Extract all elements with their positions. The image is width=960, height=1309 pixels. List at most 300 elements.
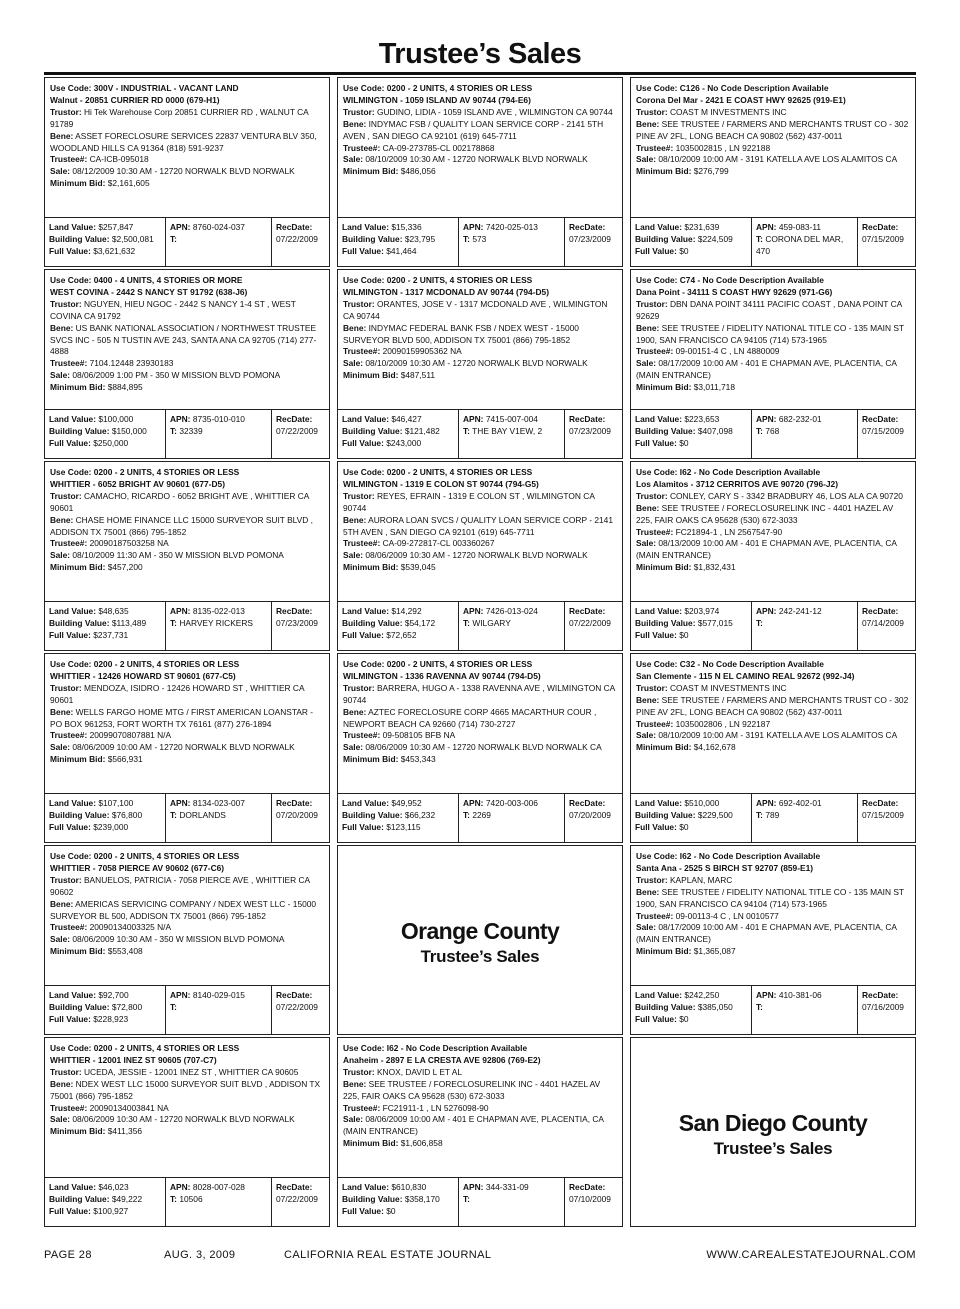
full-value: $0 — [386, 1205, 396, 1216]
tract-line — [756, 810, 854, 822]
building-value: $150,000 — [111, 425, 147, 436]
building-value-line — [342, 810, 455, 822]
minimum-bid-value: $566,931 — [107, 754, 143, 765]
building-value-label: Building Value: — [635, 425, 696, 436]
tract-line — [463, 1194, 561, 1206]
beneficiary-label: Bene: — [636, 118, 660, 129]
property-address: WHITTIER - 6052 BRIGHT AV 90601 (677-D5) — [50, 478, 225, 489]
listing-details — [631, 270, 915, 410]
listing-values — [631, 793, 915, 842]
beneficiary-value: NDEX WEST LLC 15000 SURVEYOR SUIT BLVD , ADDISON TX 75001 (866) 795-1852 — [50, 1078, 321, 1101]
trustee-number-label: Trustee#: — [50, 730, 88, 741]
trustor-label: Trustor: — [50, 874, 82, 885]
minimum-bid-line — [636, 166, 911, 178]
full-value-line — [49, 1206, 162, 1218]
trustee-number-line — [50, 154, 325, 166]
listing-card — [630, 77, 916, 267]
apn-line — [170, 414, 268, 426]
building-value-label: Building Value: — [635, 617, 696, 628]
building-value-line — [49, 618, 162, 630]
rec-date-label: RecDate: — [862, 414, 899, 424]
apn-value: 8028-007-028 — [192, 1182, 245, 1192]
apn-column — [752, 602, 858, 650]
use-code: Use Code: 0400 - 4 UNITS, 4 STORIES OR MORE — [50, 275, 243, 285]
trustor-line — [343, 683, 618, 707]
trustee-number-label: Trustee#: — [636, 526, 674, 537]
sale-info-value: 08/13/2009 10:00 AM - 401 E CHAPMAN AVE, PLACENTIA, CA (MAIN ENTRANCE) — [636, 538, 897, 561]
minimum-bid-line — [343, 1138, 618, 1150]
trustor-line — [343, 107, 618, 119]
listing-values — [45, 793, 329, 842]
beneficiary-label: Bene: — [343, 514, 367, 525]
beneficiary-value: CHASE HOME FINANCE LLC 15000 SURVEYOR SUIT BLVD , ADDISON TX 75001 (866) 795-1852 — [50, 514, 313, 537]
trustor-line — [50, 107, 325, 131]
values-column — [631, 602, 752, 650]
apn-line — [463, 606, 561, 618]
trustee-number-label: Trustee#: — [50, 1102, 88, 1113]
beneficiary-label: Bene: — [636, 886, 660, 897]
listing-values — [45, 217, 329, 266]
minimum-bid-value: $486,056 — [400, 166, 436, 177]
full-value-label: Full Value: — [635, 1013, 677, 1024]
sale-info-label: Sale: — [50, 742, 71, 753]
beneficiary-line — [343, 323, 618, 347]
tract-line — [170, 618, 268, 630]
minimum-bid-line — [636, 946, 911, 958]
full-value-line — [635, 438, 748, 450]
sale-info-label: Sale: — [636, 358, 657, 369]
sale-info-label: Sale: — [343, 154, 364, 165]
recdate-column — [858, 986, 915, 1034]
trustor-line — [50, 875, 325, 899]
beneficiary-line — [636, 323, 911, 347]
full-value-label: Full Value: — [635, 629, 677, 640]
tract-value: 10506 — [179, 1193, 203, 1204]
minimum-bid-label: Minimum Bid: — [343, 1138, 399, 1149]
rec-date-value: 07/22/2009 — [276, 1193, 318, 1204]
values-column — [338, 410, 459, 458]
full-value: $100,927 — [93, 1205, 129, 1216]
building-value-line — [635, 1002, 748, 1014]
trustee-number-line — [50, 358, 325, 370]
apn-value: 410-381-06 — [778, 990, 822, 1000]
building-value: $385,050 — [697, 1001, 733, 1012]
apn-line — [463, 414, 561, 426]
listing-values — [338, 601, 622, 650]
sale-info-line — [343, 742, 618, 754]
sale-info-line — [50, 1114, 325, 1126]
trustee-number-line — [343, 346, 618, 358]
apn-label: APN: — [756, 990, 777, 1000]
land-value: $49,952 — [391, 798, 422, 808]
tract-line — [170, 810, 268, 822]
values-column — [338, 1178, 459, 1226]
land-value: $46,023 — [98, 1182, 129, 1192]
listing-card — [44, 461, 330, 651]
minimum-bid-line — [636, 742, 911, 754]
land-value-label: Land Value: — [635, 798, 683, 808]
apn-line — [756, 798, 854, 810]
sale-info-line — [343, 550, 618, 562]
apn-label: APN: — [463, 414, 484, 424]
trustor-line — [636, 683, 911, 695]
recdate-column — [858, 410, 915, 458]
listing-card — [630, 653, 916, 843]
land-value: $46,427 — [391, 414, 422, 424]
tract-label: T: — [170, 233, 177, 244]
apn-value: 8735-010-010 — [192, 414, 245, 424]
trustor-value: UCEDA, JESSIE - 12001 INEZ ST , WHITTIER CA 90605 — [83, 1066, 299, 1077]
apn-line — [756, 414, 854, 426]
apn-label: APN: — [756, 222, 777, 232]
apn-line — [756, 222, 854, 234]
trustee-number-value: 20099070807881 N/A — [89, 730, 172, 741]
apn-value: 682-232-01 — [778, 414, 822, 424]
full-value: $228,923 — [93, 1013, 129, 1024]
minimum-bid-value: $884,895 — [107, 382, 143, 393]
minimum-bid-line — [636, 382, 911, 394]
land-value-line — [342, 414, 455, 426]
trustee-number-line — [636, 143, 911, 155]
sale-info-line — [50, 934, 325, 946]
apn-label: APN: — [170, 1182, 191, 1192]
recdate-column — [858, 794, 915, 842]
sale-info-label: Sale: — [636, 922, 657, 933]
recdate-column — [858, 602, 915, 650]
recdate-column — [272, 602, 329, 650]
apn-line — [463, 1182, 561, 1194]
land-value-line — [635, 606, 748, 618]
apn-line — [463, 798, 561, 810]
apn-line — [170, 606, 268, 618]
property-address: Walnut - 20851 CURRIER RD 0000 (679-H1) — [50, 94, 220, 105]
trustee-number-label: Trustee#: — [50, 538, 88, 549]
full-value-line — [49, 822, 162, 834]
tract-label: T: — [463, 425, 470, 436]
property-address: WILMINGTON - 1319 E COLON ST 90744 (794-G5) — [343, 478, 539, 489]
beneficiary-value: SEE TRUSTEE / FORECLOSURELINK INC - 4401 HAZEL AV 225, FAIR OAKS CA 95628 (530) 672-3033 — [343, 1078, 601, 1101]
land-value-line — [342, 1182, 455, 1194]
sale-info-value: 08/17/2009 10:00 AM - 401 E CHAPMAN AVE, PLACENTIA, CA (MAIN ENTRANCE) — [636, 922, 897, 945]
apn-value: 344-331-09 — [485, 1182, 529, 1192]
rec-date-label: RecDate: — [862, 990, 899, 1000]
building-value-label: Building Value: — [49, 233, 110, 244]
beneficiary-label: Bene: — [343, 118, 367, 129]
tract-value: 789 — [765, 809, 780, 820]
building-value-line — [49, 810, 162, 822]
trustee-number-label: Trustee#: — [343, 730, 381, 741]
sale-info-value: 08/06/2009 10:30 AM - 12720 NORWALK BLVD NORWALK — [365, 550, 588, 561]
sale-info-line — [50, 742, 325, 754]
land-value: $610,830 — [391, 1182, 427, 1192]
land-value-line — [635, 414, 748, 426]
minimum-bid-line — [50, 754, 325, 766]
tract-label: T: — [170, 1001, 177, 1012]
values-column — [45, 986, 166, 1034]
values-column — [631, 986, 752, 1034]
trustee-number-label: Trustee#: — [50, 922, 88, 933]
minimum-bid-label: Minimum Bid: — [636, 946, 692, 957]
recdate-column — [272, 218, 329, 266]
listing-card — [44, 845, 330, 1035]
rec-date-label: RecDate: — [862, 606, 899, 616]
full-value-label: Full Value: — [342, 1205, 384, 1216]
minimum-bid-line — [343, 370, 618, 382]
trustee-number-line — [343, 730, 618, 742]
minimum-bid-value: $453,343 — [400, 754, 436, 765]
tract-label: T: — [756, 809, 763, 820]
land-value-label: Land Value: — [49, 1182, 97, 1192]
minimum-bid-line — [343, 166, 618, 178]
building-value: $72,800 — [111, 1001, 143, 1012]
listing-card — [630, 845, 916, 1035]
trustor-label: Trustor: — [636, 298, 668, 309]
listing-details — [631, 654, 915, 794]
rec-date-value: 07/22/2009 — [276, 233, 318, 244]
trustee-number-value: 7104.12448 23930183 — [89, 358, 174, 369]
land-value-line — [49, 414, 162, 426]
tract-label: T: — [463, 233, 470, 244]
listing-card — [44, 1037, 330, 1227]
building-value: $49,222 — [111, 1193, 143, 1204]
title-rule — [44, 72, 916, 75]
full-value: $123,115 — [386, 821, 421, 832]
building-value-line — [49, 426, 162, 438]
full-value: $41,464 — [386, 245, 417, 256]
trustor-value: NGUYEN, HIEU NGOC - 2442 S NANCY 1-4 ST , WEST COVINA CA 91792 — [50, 298, 296, 321]
issue-date: AUG. 3, 2009 — [164, 1249, 236, 1261]
building-value-line — [342, 1194, 455, 1206]
land-value-label: Land Value: — [342, 1182, 390, 1192]
listing-details — [338, 462, 622, 602]
trustor-value: GUDINO, LIDIA - 1059 ISLAND AVE , WILMINGTON CA 90744 — [376, 106, 613, 117]
listing-details — [631, 78, 915, 218]
apn-label: APN: — [756, 798, 777, 808]
full-value-line — [342, 438, 455, 450]
tract-label: T: — [170, 1193, 177, 1204]
recdate-column — [565, 218, 622, 266]
beneficiary-label: Bene: — [50, 130, 74, 141]
land-value-label: Land Value: — [49, 222, 97, 232]
tract-line — [756, 234, 854, 258]
apn-label: APN: — [463, 1182, 484, 1192]
sale-info-label: Sale: — [343, 742, 364, 753]
trustee-number-line — [50, 1103, 325, 1115]
trustor-line — [343, 491, 618, 515]
land-value-label: Land Value: — [49, 798, 97, 808]
use-code: Use Code: 0200 - 2 UNITS, 4 STORIES OR LESS — [343, 83, 533, 93]
apn-column — [459, 602, 565, 650]
land-value-line — [342, 798, 455, 810]
property-address: WHITTIER - 12426 HOWARD ST 90601 (677-C5) — [50, 670, 236, 681]
sale-info-label: Sale: — [343, 358, 364, 369]
listing-values — [45, 1177, 329, 1226]
full-value: $239,000 — [93, 821, 129, 832]
tract-line — [756, 426, 854, 438]
beneficiary-line — [636, 887, 911, 911]
land-value-line — [49, 222, 162, 234]
tract-line — [756, 1002, 854, 1014]
rec-date-label: RecDate: — [276, 798, 313, 808]
rec-date-value: 07/10/2009 — [569, 1193, 611, 1204]
full-value-label: Full Value: — [635, 821, 677, 832]
apn-label: APN: — [756, 414, 777, 424]
minimum-bid-value: $1,365,087 — [693, 946, 736, 957]
minimum-bid-label: Minimum Bid: — [50, 178, 106, 189]
trustee-number-value: FC21894-1 , LN 2567547-90 — [675, 526, 783, 537]
building-value-label: Building Value: — [635, 1001, 696, 1012]
listing-details — [45, 462, 329, 602]
rec-date-value: 07/20/2009 — [569, 809, 611, 820]
minimum-bid-value: $276,799 — [693, 166, 729, 177]
website-link[interactable]: WWW.CAREALESTATEJOURNAL.COM — [706, 1249, 916, 1261]
apn-label: APN: — [170, 798, 191, 808]
minimum-bid-value: $1,832,431 — [693, 562, 736, 573]
building-value: $407,098 — [697, 425, 733, 436]
minimum-bid-label: Minimum Bid: — [636, 742, 692, 753]
minimum-bid-label: Minimum Bid: — [636, 562, 692, 573]
rec-date-label: RecDate: — [569, 222, 606, 232]
rec-date-value: 07/23/2009 — [569, 425, 611, 436]
property-address: Dana Point - 34111 S COAST HWY 92629 (971-G6) — [636, 286, 833, 297]
use-code: Use Code: 0200 - 2 UNITS, 4 STORIES OR LESS — [50, 851, 240, 861]
trustor-line — [50, 1067, 325, 1079]
land-value-label: Land Value: — [342, 222, 390, 232]
beneficiary-value: INDYMAC FEDERAL BANK FSB / NDEX WEST - 15000 SURVEYOR BLVD 500, ADDISON TX 75001 (866) 795-1852 — [343, 322, 579, 345]
rec-date-label: RecDate: — [276, 222, 313, 232]
listing-card — [44, 77, 330, 267]
recdate-column — [272, 986, 329, 1034]
building-value-label: Building Value: — [49, 425, 110, 436]
rec-date-label: RecDate: — [569, 798, 606, 808]
trustee-number-line — [50, 538, 325, 550]
building-value-line — [635, 810, 748, 822]
land-value-line — [342, 606, 455, 618]
use-code: Use Code: C126 - No Code Description Available — [636, 83, 829, 93]
full-value: $0 — [679, 629, 689, 640]
building-value-label: Building Value: — [635, 809, 696, 820]
building-value-line — [342, 618, 455, 630]
apn-column — [166, 602, 272, 650]
recdate-column — [272, 794, 329, 842]
trustor-line — [636, 107, 911, 119]
use-code: Use Code: 0200 - 2 UNITS, 4 STORIES OR LESS — [50, 467, 240, 477]
property-address: WHITTIER - 7058 PIERCE AV 90602 (677-C6) — [50, 862, 225, 873]
trustor-value: CAMACHO, RICARDO - 6052 BRIGHT AVE , WHITTIER CA 90601 — [50, 490, 309, 513]
minimum-bid-value: $411,356 — [107, 1126, 143, 1137]
trustee-number-line — [50, 730, 325, 742]
beneficiary-line — [343, 119, 618, 143]
beneficiary-line — [636, 119, 911, 143]
beneficiary-label: Bene: — [636, 322, 660, 333]
beneficiary-line — [343, 707, 618, 731]
use-code: Use Code: 0200 - 2 UNITS, 4 STORIES OR LESS — [343, 275, 533, 285]
beneficiary-value: SEE TRUSTEE / FORECLOSURELINK INC - 4401 HAZEL AV 225, FAIR OAKS CA 95628 (530) 672-3033 — [636, 502, 894, 525]
listing-card — [337, 269, 623, 459]
beneficiary-line — [636, 695, 911, 719]
recdate-column — [272, 410, 329, 458]
listing-values — [45, 409, 329, 458]
property-address: WEST COVINA - 2442 S NANCY ST 91792 (638-J6) — [50, 286, 248, 297]
trustor-label: Trustor: — [343, 490, 375, 501]
values-column — [631, 218, 752, 266]
trustee-number-label: Trustee#: — [343, 142, 381, 153]
full-value-label: Full Value: — [342, 821, 384, 832]
values-column — [45, 602, 166, 650]
tract-line — [170, 234, 268, 246]
trustee-number-value: 09-00113-4 C , LN 0010577 — [675, 910, 779, 921]
listing-details — [45, 78, 329, 218]
rec-date-label: RecDate: — [276, 990, 313, 1000]
minimum-bid-value: $3,011,718 — [693, 382, 735, 393]
trustor-value: KNOX, DAVID L ET AL — [376, 1066, 462, 1077]
trustee-number-line — [636, 527, 911, 539]
full-value-line — [635, 822, 748, 834]
minimum-bid-line — [50, 382, 325, 394]
building-value-label: Building Value: — [49, 1001, 110, 1012]
full-value: $250,000 — [93, 437, 129, 448]
apn-value: 7420-003-006 — [485, 798, 538, 808]
trustee-number-label: Trustee#: — [636, 910, 674, 921]
property-address: WILMINGTON - 1317 MCDONALD AV 90744 (794-D5) — [343, 286, 550, 297]
tract-label: T: — [756, 425, 763, 436]
listing-card — [44, 653, 330, 843]
trustee-number-value: CA-09-272817-CL 003360267 — [382, 538, 495, 549]
rec-date-label: RecDate: — [276, 414, 313, 424]
trustor-label: Trustor: — [636, 490, 668, 501]
trustee-number-value: CA-09-273785-CL 002178868 — [382, 142, 495, 153]
sale-info-label: Sale: — [343, 1114, 364, 1125]
rec-date-label: RecDate: — [569, 414, 606, 424]
land-value: $92,700 — [98, 990, 129, 1000]
sale-info-value: 08/10/2009 11:30 AM - 350 W MISSION BLVD POMONA — [72, 550, 284, 561]
listing-details — [338, 78, 622, 218]
trustor-value: REYES, EFRAIN - 1319 E COLON ST , WILMINGTON CA 90744 — [343, 490, 595, 513]
tract-label: T: — [756, 233, 763, 244]
building-value-line — [342, 426, 455, 438]
apn-line — [170, 990, 268, 1002]
apn-label: APN: — [463, 222, 484, 232]
full-value: $237,731 — [93, 629, 129, 640]
listing-details — [631, 846, 915, 986]
property-address: Corona Del Mar - 2421 E COAST HWY 92625 (919-E1) — [636, 94, 846, 105]
land-value-label: Land Value: — [635, 414, 683, 424]
trustor-label: Trustor: — [343, 1066, 375, 1077]
building-value: $54,172 — [404, 617, 436, 628]
land-value-label: Land Value: — [49, 990, 97, 1000]
sale-info-label: Sale: — [50, 370, 71, 381]
full-value-line — [635, 1014, 748, 1026]
building-value-label: Building Value: — [49, 809, 110, 820]
building-value: $76,800 — [111, 809, 143, 820]
values-column — [631, 410, 752, 458]
sale-info-line — [636, 358, 911, 382]
building-value-line — [635, 426, 748, 438]
building-value: $113,489 — [111, 617, 147, 628]
values-column — [45, 794, 166, 842]
use-code: Use Code: I62 - No Code Description Available — [636, 851, 821, 861]
trustee-number-value: 1035002806 , LN 922187 — [675, 718, 771, 729]
listing-details — [338, 1038, 622, 1178]
recdate-column — [272, 1178, 329, 1226]
minimum-bid-label: Minimum Bid: — [50, 946, 106, 957]
land-value: $231,639 — [684, 222, 720, 232]
apn-column — [752, 794, 858, 842]
listing-details — [338, 270, 622, 410]
trustee-number-label: Trustee#: — [343, 346, 381, 357]
tract-label: T: — [756, 1001, 763, 1012]
minimum-bid-value: $539,045 — [400, 562, 436, 573]
